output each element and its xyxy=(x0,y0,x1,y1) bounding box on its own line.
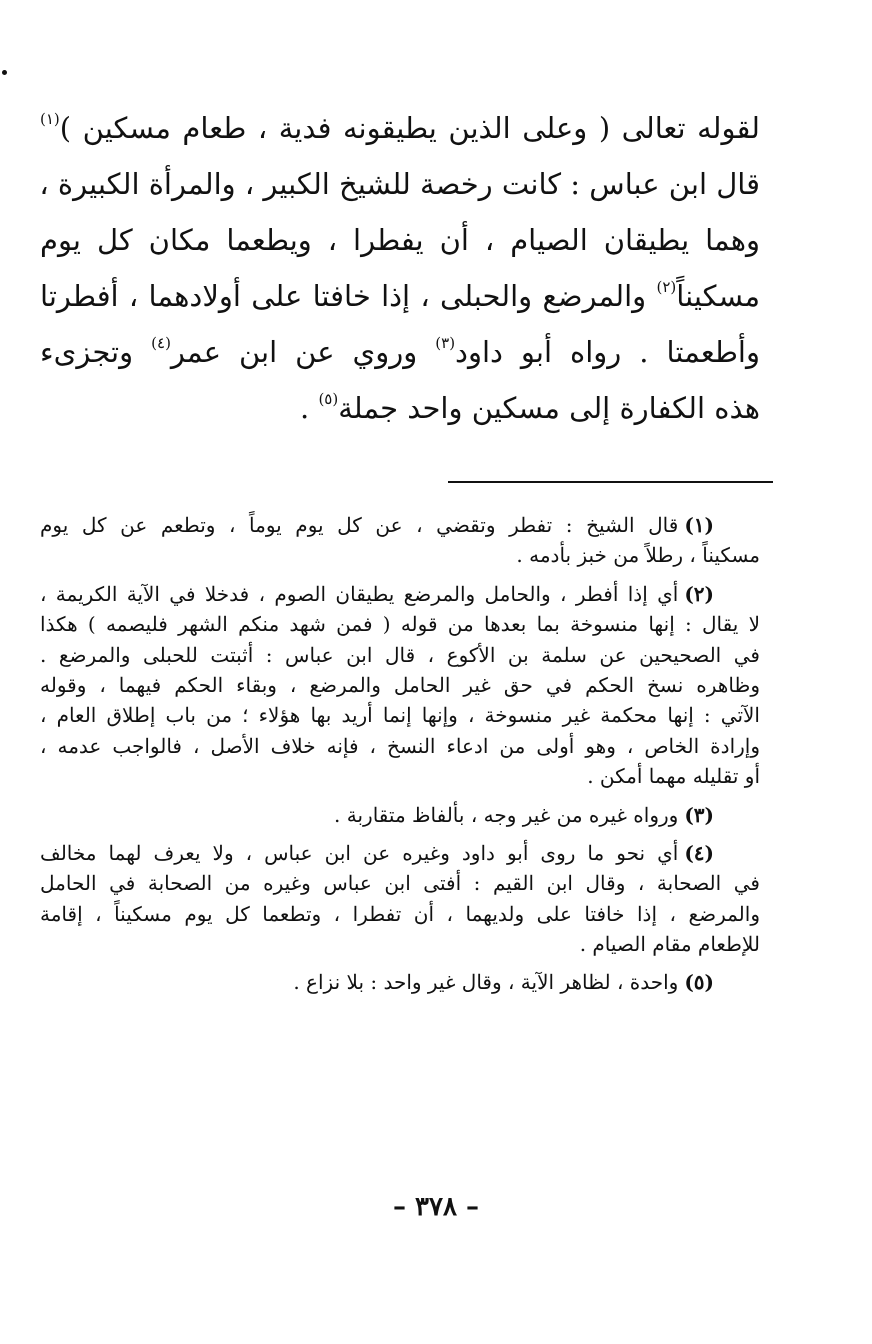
footnote-text: مسكيناً ، رطلاً من خبز بأدمه . xyxy=(516,543,760,568)
footnote-line xyxy=(40,967,760,997)
footnote-ref-3: (٣) xyxy=(435,334,456,352)
footnote-text: وظاهره نسخ الحكم في حق غير الحامل والمرضع ، وبقاء الحكم فيهما ، وقوله xyxy=(40,672,760,697)
page-number: – ٣٧٨ – xyxy=(392,1192,480,1222)
main-line-3-text: وهما يطيقان الصيام ، أن يفطرا ، ويطعما مكان كل يوم xyxy=(40,223,760,257)
main-line-3 xyxy=(40,212,760,268)
main-line-5-post: وتجزىء xyxy=(40,335,152,369)
footnote-text: وإرادة الخاص ، وهو أولى من ادعاء النسخ ، فإنه خلاف الأصل ، فالواجب عدمه ، xyxy=(40,733,760,758)
footnote-line xyxy=(40,929,760,959)
footnote-1 xyxy=(40,510,760,571)
footnote-line xyxy=(40,640,760,670)
footnote-line xyxy=(40,731,760,761)
main-line-5 xyxy=(40,324,760,380)
footnote-line xyxy=(40,540,760,570)
footnote-text: في الصحيحين عن سلمة بن الأكوع ، قال ابن عباس : أثبتت للحبلى والمرضع . xyxy=(40,642,760,667)
footnote-number: (٢) xyxy=(684,581,714,606)
footnote-text: للإطعام مقام الصيام . xyxy=(579,932,760,957)
footnote-line xyxy=(40,510,760,540)
footnotes xyxy=(40,510,760,1006)
footnote-line xyxy=(40,800,760,830)
footnote-3 xyxy=(40,800,760,830)
footnote-number: (٤) xyxy=(684,840,714,865)
footnote-separator xyxy=(448,481,773,483)
footnote-line xyxy=(40,700,760,730)
footnote-ref-5: (٥) xyxy=(318,390,339,408)
main-line-4-pre: مسكيناً xyxy=(676,279,760,313)
footnote-text: الآتي : إنها محكمة غير منسوخة ، وإنها إنما أريد بها هؤلاء ؛ من باب إطلاق العام ، xyxy=(40,703,760,728)
footnote-line xyxy=(40,899,760,929)
footnote-number: (٥) xyxy=(684,970,714,995)
main-line-6 xyxy=(40,380,760,436)
main-line-1 xyxy=(40,100,760,156)
footnote-line xyxy=(40,868,760,898)
footnote-text: أي نحو ما روى أبو داود وغيره عن ابن عباس ، ولا يعرف لهما مخالف xyxy=(40,840,679,865)
footnote-number: (١) xyxy=(684,513,714,537)
margin-dot xyxy=(2,70,7,75)
main-line-4-post: والمرضع والحبلى ، إذا خافتا على أولادهما ، أفطرتا xyxy=(40,279,657,313)
footnote-text: لا يقال : إنها منسوخة بما بعدها من قوله ( فمن شهد منكم الشهر فليصمه ) هكذا xyxy=(40,612,760,637)
footnote-number: (٣) xyxy=(684,802,714,827)
footnote-text: واحدة ، لظاهر الآية ، وقال غير واحد : بلا نزاع . xyxy=(293,970,679,995)
main-line-1-text: لقوله تعالى ( وعلى الذين يطيقونه فدية ، طعام مسكين ) xyxy=(59,111,760,145)
main-line-5-mid: وروي عن ابن عمر xyxy=(170,335,436,369)
footnote-ref-1: (١) xyxy=(40,110,60,128)
footnote-text: قال الشيخ : تفطر وتقضي ، عن كل يوم يوماً ، وتطعم عن كل يوم xyxy=(40,513,679,537)
main-line-4 xyxy=(40,268,760,324)
footnote-text: أو تقليله مهما أمكن . xyxy=(587,764,760,789)
footnote-text: ورواه غيره من غير وجه ، بألفاظ متقاربة . xyxy=(334,802,679,827)
main-line-5-pre: وأطعمتا . رواه أبو داود xyxy=(455,335,760,369)
footnote-text: في الصحابة ، وقال ابن القيم : أفتى ابن عباس وغيره من الصحابة في الحامل xyxy=(40,871,760,896)
footnote-line xyxy=(40,761,760,791)
footnote-2 xyxy=(40,579,760,792)
footnote-5 xyxy=(40,967,760,997)
main-line-6-pre: هذه الكفارة إلى مسكين واحد جملة xyxy=(338,391,760,425)
main-line-6-post: . xyxy=(300,391,319,425)
footnote-line xyxy=(40,670,760,700)
footnote-4 xyxy=(40,838,760,960)
main-line-2 xyxy=(40,156,760,212)
footnote-text: أي إذا أفطر ، والحامل والمرضع يطيقان الصوم ، فدخلا في الآية الكريمة ، xyxy=(40,581,679,606)
footnote-ref-4: (٤) xyxy=(151,334,171,352)
main-line-2-text: قال ابن عباس : كانت رخصة للشيخ الكبير ، والمرأة الكبيرة ، xyxy=(39,167,760,201)
footnote-line xyxy=(40,609,760,639)
main-text xyxy=(40,100,760,436)
footnote-text: والمرضع ، إذا خافتا على ولديهما ، أن تفطرا ، وتطعما كل يوم مسكيناً ، إقامة xyxy=(40,901,760,926)
footnote-line xyxy=(40,838,760,868)
footnote-line xyxy=(40,579,760,609)
footnote-ref-2: (٢) xyxy=(656,278,677,296)
